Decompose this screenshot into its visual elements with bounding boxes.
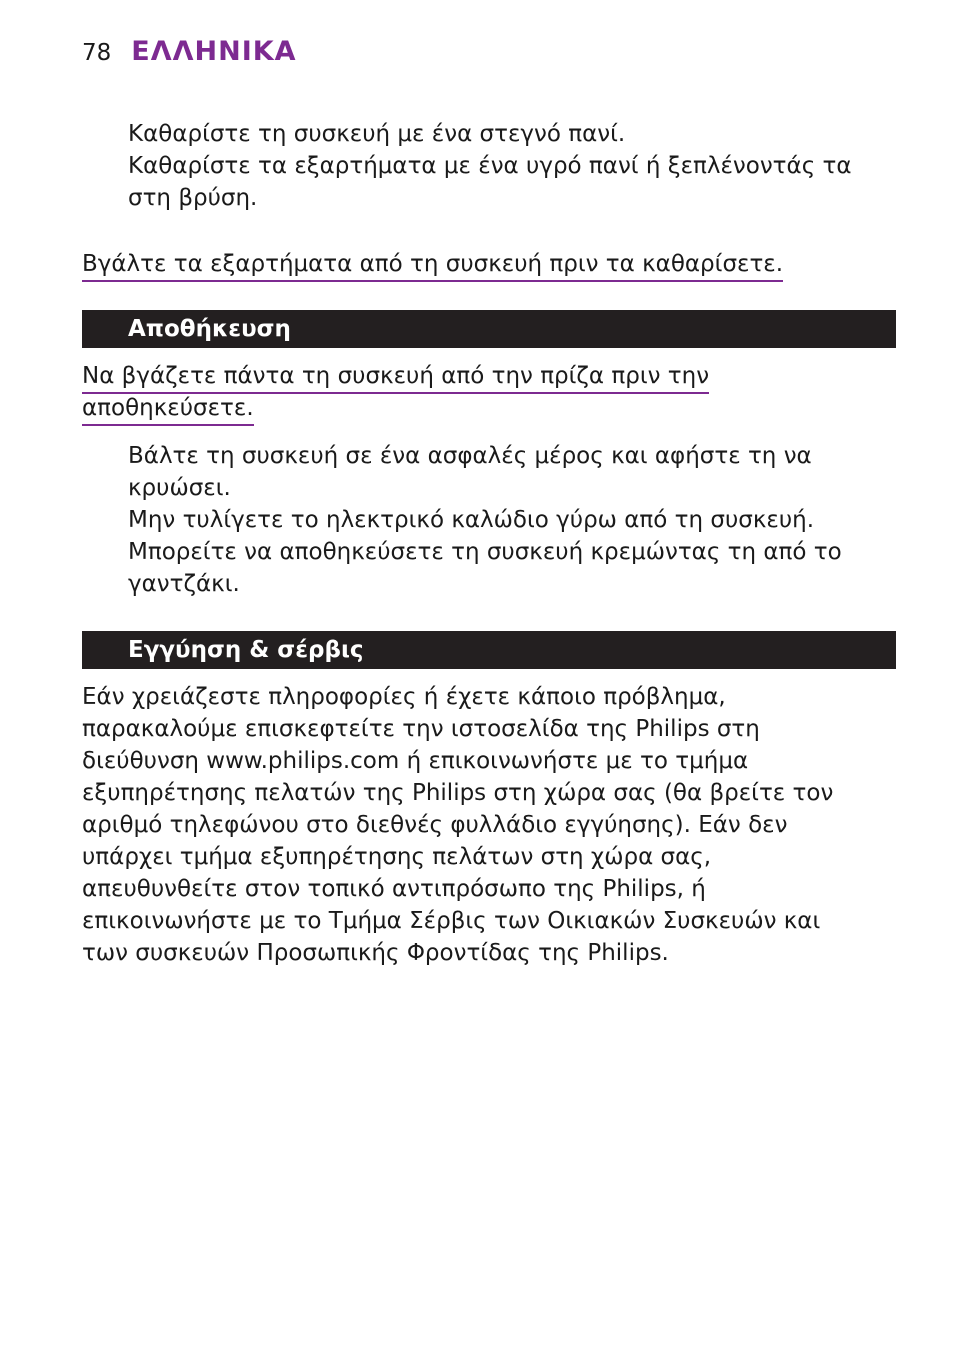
language-heading: ΕΛΛΗΝΙΚΑ bbox=[131, 36, 297, 67]
guarantee-text-line: αριθμό τηλεφώνου στο διεθνές φυλλάδιο εγγύησης). Εάν δεν bbox=[82, 812, 788, 838]
cleaning-step: Καθαρίστε τα εξαρτήματα με ένα υγρό πανί ή ξεπλένοντάς τα bbox=[128, 153, 852, 179]
storage-warning-line: Να βγάζετε πάντα τη συσκευή από την πρίζα πριν την bbox=[82, 362, 709, 394]
section-title: Εγγύηση & σέρβις bbox=[128, 637, 364, 663]
guarantee-text-line: παρακαλούμε επισκεφτείτε την ιστοσελίδα της Philips στη bbox=[82, 716, 760, 742]
cleaning-step: Καθαρίστε τη συσκευή με ένα στεγνό πανί. bbox=[128, 121, 626, 147]
storage-warning bbox=[82, 360, 709, 394]
storage-warning-line: αποθηκεύσετε. bbox=[82, 394, 254, 426]
page-number: 78 bbox=[82, 40, 112, 66]
storage-step: γαντζάκι. bbox=[128, 571, 240, 597]
guarantee-text-line: εξυπηρέτησης πελατών της Philips στη χώρα σας (θα βρείτε τον bbox=[82, 780, 834, 806]
storage-step: κρυώσει. bbox=[128, 475, 231, 501]
section-header-guarantee bbox=[82, 631, 896, 669]
section-header-storage bbox=[82, 310, 896, 348]
cleaning-warning-text: Βγάλτε τα εξαρτήματα από τη συσκευή πριν τα καθαρίσετε. bbox=[82, 250, 783, 282]
cleaning-warning bbox=[82, 248, 783, 282]
storage-step: Μπορείτε να αποθηκεύσετε τη συσκευή κρεμώντας τη από το bbox=[128, 539, 842, 565]
storage-step: Μην τυλίγετε το ηλεκτρικό καλώδιο γύρω από τη συσκευή. bbox=[128, 507, 815, 533]
guarantee-text-line: επικοινωνήστε με το Τμήμα Σέρβις των Οικιακών Συσκευών και bbox=[82, 908, 821, 934]
storage-step: Βάλτε τη συσκευή σε ένα ασφαλές μέρος και αφήστε τη να bbox=[128, 443, 812, 469]
guarantee-text-line: διεύθυνση www.philips.com ή επικοινωνήστε με το τμήμα bbox=[82, 748, 749, 774]
guarantee-text-line: απευθυνθείτε στον τοπικό αντιπρόσωπο της Philips, ή bbox=[82, 876, 706, 902]
section-title: Αποθήκευση bbox=[128, 316, 291, 342]
cleaning-step: στη βρύση. bbox=[128, 185, 258, 211]
guarantee-text-line: των συσκευών Προσωπικής Φροντίδας της Philips. bbox=[82, 940, 669, 966]
guarantee-text-line: Εάν χρειάζεστε πληροφορίες ή έχετε κάποιο πρόβλημα, bbox=[82, 684, 726, 710]
guarantee-text-line: υπάρχει τμήμα εξυπηρέτησης πελάτων στη χώρα σας, bbox=[82, 844, 712, 870]
page-header bbox=[82, 36, 297, 72]
storage-warning bbox=[82, 392, 254, 426]
